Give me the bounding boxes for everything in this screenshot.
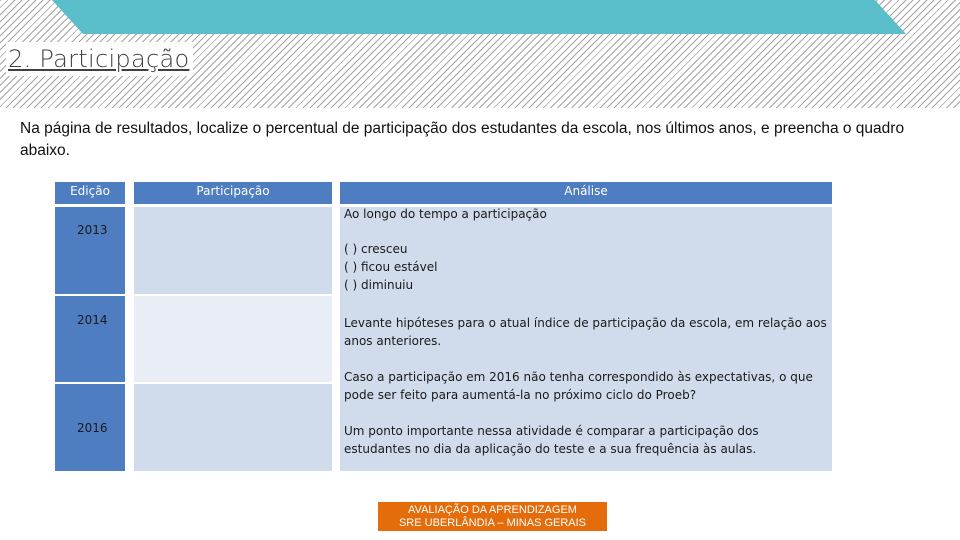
slide-title: 2. Participação xyxy=(6,42,193,76)
option-ficou-estavel: ( ) ficou estável xyxy=(344,260,438,274)
header-analise-label: Análise xyxy=(564,184,608,198)
analysis-prompt-2: Caso a participação em 2016 não tenha correspondido às expectativas, o que pode ser feito para aumentá-la no próximo ciclo do Proeb? xyxy=(344,370,813,402)
header-edicao xyxy=(55,182,125,204)
participation-cell-2014[interactable] xyxy=(134,296,332,382)
edition-cell-2013 xyxy=(55,207,125,294)
footer-line-2: SRE UBERLÂNDIA – MINAS GERAIS xyxy=(398,517,587,529)
header-participacao-label: Participação xyxy=(196,184,270,198)
edition-cell-2014 xyxy=(55,296,125,382)
year-2013: 2013 xyxy=(77,223,108,237)
header-edicao-label: Edição xyxy=(70,184,110,198)
option-cresceu: ( ) cresceu xyxy=(344,242,408,256)
year-2014: 2014 xyxy=(77,313,108,327)
header-participacao xyxy=(134,182,332,204)
analysis-cell xyxy=(340,207,832,471)
year-2016: 2016 xyxy=(77,421,108,435)
header-banner xyxy=(0,0,960,34)
analysis-intro: Ao longo do tempo a participação xyxy=(344,207,547,221)
footer-badge xyxy=(378,502,607,531)
participation-cell-2016[interactable] xyxy=(134,384,332,471)
analysis-prompt-1: Levante hipóteses para o atual índice de participação da escola, em relação aos anos anteriores. xyxy=(344,316,827,348)
footer-line-1: AVALIAÇÃO DA APRENDIZAGEM xyxy=(408,504,577,516)
edition-cell-2016 xyxy=(55,384,125,471)
instructions-text: Na página de resultados, localize o percentual de participação dos estudantes da escola, nos últimos anos, e preencha o quadro abaixo. xyxy=(20,120,905,159)
header-analise xyxy=(340,182,832,204)
option-diminuiu: ( ) diminuiu xyxy=(344,278,414,292)
participation-cell-2013[interactable] xyxy=(134,207,332,294)
analysis-prompt-3: Um ponto importante nessa atividade é comparar a participação dos estudantes no dia da aplicação do teste e a sua frequência às aulas. xyxy=(344,424,759,456)
